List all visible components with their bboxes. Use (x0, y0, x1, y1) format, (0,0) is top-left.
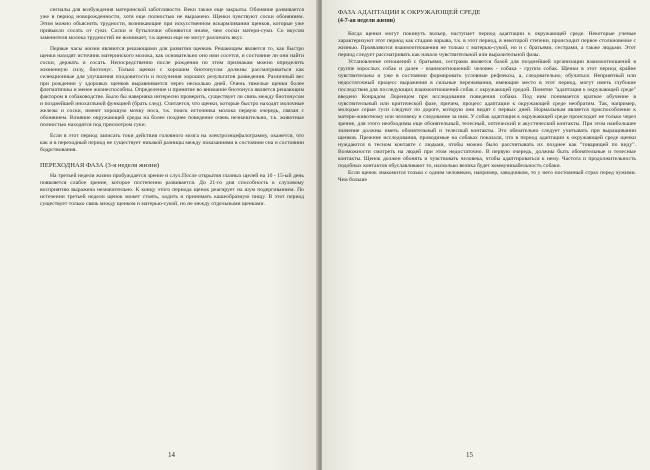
section-heading-adaptation: ФАЗА АДАПТАЦИИ К ОКРУЖАЮЩЕЙ СРЕДЕ (338, 9, 481, 16)
page-number: 15 (466, 451, 473, 459)
left-page (0, 0, 318, 470)
left-paragraph-4: На третьей недели жизни пробуждается зрение и слух.После открытия глазных щелей на 10 - 15-ый день появляется слабое зрение, которое постепенно развивается. До 21-го дня способность к слуховому восприятию выражена незначительно. К концу этого периода щенок реагирует на шум подергиванием. По истечении третьей недели щенок может стоять, ходить и принимать кашеобразную пищу. В этот период существует только связь между щенком и матерью-сукой, но не между отдельными щенками. (40, 173, 304, 207)
section-subheading: (4-7-ая недели жизни) (338, 18, 395, 24)
left-paragraph-3: Если в этот период записать токи действия головного мозга на электроэнцефалограмму, окажется, что как и в переходный период не существует никакой разницы между показаниями в состоянии сна и состоянии бодрствования. (40, 133, 304, 154)
section-heading-transition: ПЕРЕХОДНАЯ ФАЗА (3-я неделя жизни) (40, 162, 160, 170)
page-number: 14 (168, 451, 175, 459)
right-paragraph-2: Установление отношений с братьями, сестрами является базой для позднейшей организации взаимоотношений в группе взрослых собак и далее - взаимоотношений: человек - собака - группа собак. Щенки в этот период крайне чувствительны и уже в состоянии формировать условные рефлексы, а, следовательно, обучаться. Неприятный или недостаточный процесс выражения в сильные переживания, имеющие место в этот период, могут иметь глубокие последствия для последующих взаимоотношений собак с окружающей средой. Понятие "адаптация к окружающей среде" введено Конрадом Лоренцом при исследовании поведения собаки. Под ним понимается краткое обучение в чувствительный или критической фазе, причем, процесс адаптации к окружающей среде необратим. Так, например, молодые серые гуси следуют по дороге, которую они видят с первых дней. Нормальным является приспособление к матери-животному или человеку и следование за ним. У собак адаптация к окружающей среде происходит не только через зрение, для этого необходимы еще обонятельный, телесный, оптический и акустический контакты. При этом наибольшее значение должны иметь обонятельный и телесный контакты. Это обязательно следует учитывать при выращивании щенков. Прежние исследования, проводимые на собаках показали, что в период адаптации к окружающей среде щенки нуждаются в тесном контакте с людьми, чтобы можно было рассчитывать их позднее как "товарищей по виду". Возможности смотреть на людей при этом недостаточно. В первую очередь, должны быть обонятельные и телесные контакты. Щенок должен обонять и чувствовать человека, чтобы адаптироваться к нему. Частота и продолжительность подобных контактов обуславливают то, насколько велика будет коммуникабельность собаки. (338, 58, 636, 170)
left-paragraph-2: Первые часы жизни являются решающими для развития щенков. Решающим является то, как быстро щенки находят источник материнского молока, как основательно оно ими сосется, и состояние ли они найти соски, держать и сосать. Непосредственно после рождения по этим признакам можно определить жизненную силу, биотонус. Только щенки с хорошим биотонусом должны рассматриваться как селекционные для улучшения плодовитости и получения хороших результатов разведения. Различный вес при рождении у здоровых щенков выравнивается через несколько дней. Очень тяжелые щенки более флегматичны и менее жизнеспособны. Определение и принятие во внимание биотонуса является решающим фактором в собаководстве. Было бы наверняка интересно проверить, существует ли связь между биотонусом и позднейшей инохатльной функцией (брать след). Считается, что щенки, которые быстро находят молочные железы и соски, имеют хорошую мочку носа, т.к. поиск источника молока первую очередь, связан с обонянием. Влияние окружающей среды на более позднее поведение очень незначительно, т.к. животные полностью находятся под присмотром суки. (40, 45, 304, 129)
right-paragraph-1: Когда щенки могут покинуть вольер, наступает период адаптации к окружающей среде. Некоторые ученые характеризуют этот период как стадию взрыва, т.к. в этот период, в некоторой степени, происходит первое столкновение с жизнью. Проявляются взаимоотношения не только с матерью-сукой, но и с братьями, сестрами, а также людьми. Этот период следует рассматривать как начало чувствительной или выразительной фазы. (338, 31, 636, 58)
left-paragraph-1: сигналы для возбуждения материнской заботливости. Веки также еще закрыты. Обоняние развивается уже в период новорожденности, хотя еще полностью не выражено. Щенки чувствуют соски обонянием. Этим можно объяснить трудности, возникающие при искусственном вскармливании щенков, которые уже привыкли сосать от суки. Соски и бутылочки обоняются иначе, чем соски матери-суки. Со вкусом заменителя молока трудностей не возникает, т.к щенки еще не могут различать вкус. (40, 7, 304, 41)
right-paragraph-3: Если щенок знакомится только с одним человеком, например, заводчиком, то у него постоянный страх перед чужими. Чем больше (338, 170, 636, 184)
right-page (322, 0, 650, 470)
